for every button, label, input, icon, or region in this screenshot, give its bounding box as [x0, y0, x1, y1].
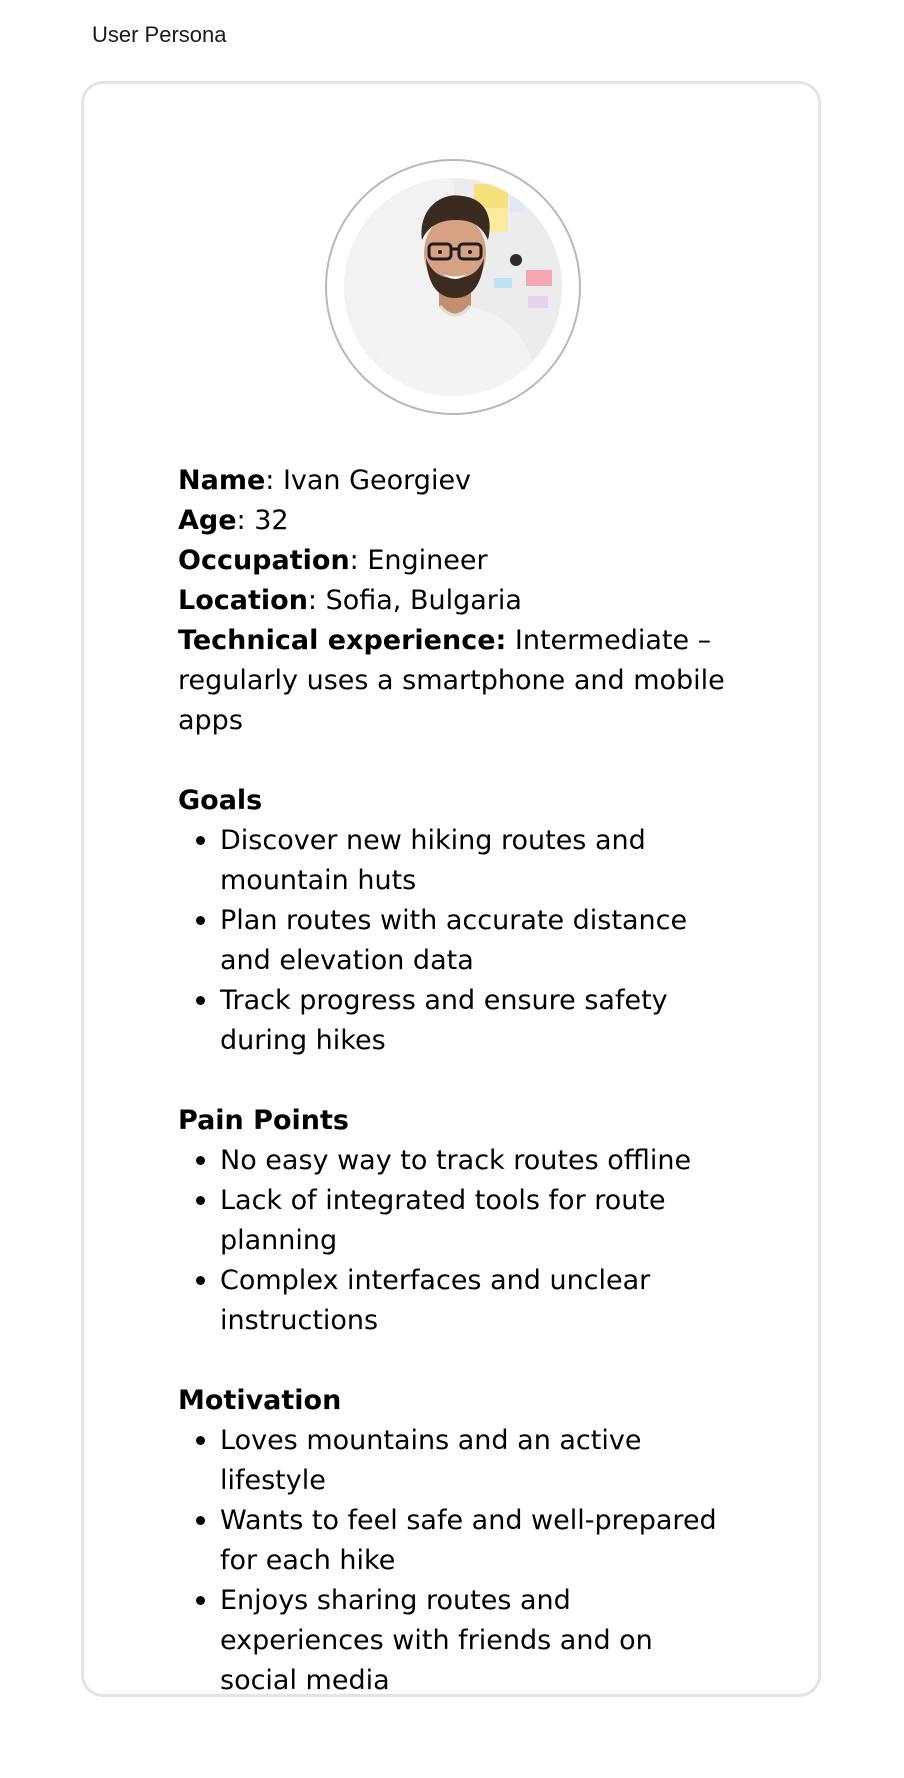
person-photo-icon	[344, 178, 562, 396]
pain-points-title: Pain Points	[178, 1105, 349, 1136]
avatar-ring	[325, 159, 581, 415]
name-label: Name	[178, 465, 266, 496]
goals-list	[178, 821, 738, 1061]
goal-item: Track progress and ensure safety during hikes	[178, 981, 738, 1061]
persona-details	[178, 461, 738, 1701]
location-line	[178, 581, 738, 621]
pain-point-item: Complex interfaces and unclear instructions	[178, 1261, 738, 1341]
name-value: : Ivan Georgiev	[265, 465, 472, 496]
persona-card	[81, 81, 821, 1697]
goal-item: Plan routes with accurate distance and elevation data	[178, 901, 738, 981]
age-line	[178, 501, 738, 541]
tech-experience-label: Technical experience:	[178, 625, 507, 656]
motivation-item: Wants to feel safe and well-prepared for each hike	[178, 1501, 738, 1581]
location-label: Location	[178, 585, 308, 616]
location-value: : Sofia, Bulgaria	[307, 585, 522, 616]
motivation-item: Enjoys sharing routes and experiences with friends and on social media	[178, 1581, 738, 1701]
pain-point-item: No easy way to track routes offline	[178, 1141, 738, 1181]
motivation-title: Motivation	[178, 1385, 342, 1416]
pain-point-item: Lack of integrated tools for route planning	[178, 1181, 738, 1261]
goals-title: Goals	[178, 785, 263, 816]
occupation-line	[178, 541, 738, 581]
occupation-value: : Engineer	[349, 545, 488, 576]
age-label: Age	[178, 505, 237, 536]
tech-experience-line	[178, 621, 738, 741]
name-line	[178, 461, 738, 501]
frame-label: User Persona	[92, 22, 227, 47]
motivation-list	[178, 1421, 738, 1701]
age-value: : 32	[236, 505, 289, 536]
pain-points-list	[178, 1141, 738, 1341]
tech-experience-value: Intermediate – regularly uses a smartphone and mobile apps	[178, 625, 725, 736]
motivation-item: Loves mountains and an active lifestyle	[178, 1421, 738, 1501]
occupation-label: Occupation	[178, 545, 350, 576]
goal-item: Discover new hiking routes and mountain huts	[178, 821, 738, 901]
